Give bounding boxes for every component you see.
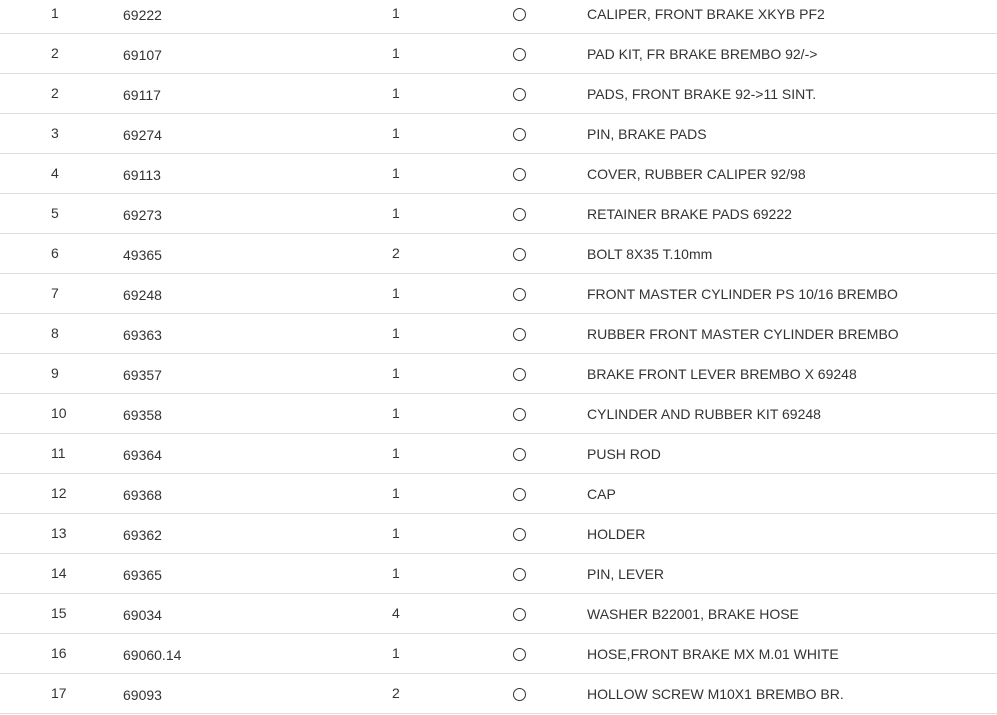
table-row: [0, 354, 997, 394]
table-row: [0, 474, 997, 514]
part-description: PIN, BRAKE PADS: [587, 126, 707, 142]
quantity: 1: [392, 45, 400, 61]
quantity: 1: [392, 445, 400, 461]
reference-number: 14: [51, 565, 67, 581]
reference-number: 17: [51, 685, 67, 701]
table-row: [0, 434, 997, 474]
select-cell[interactable]: [513, 528, 526, 541]
select-cell[interactable]: [513, 688, 526, 701]
select-cell[interactable]: [513, 48, 526, 61]
part-code: 69060.14: [123, 647, 182, 663]
part-code: 69368: [123, 487, 162, 503]
radio-circle-icon[interactable]: [513, 608, 526, 621]
part-description: COVER, RUBBER CALIPER 92/98: [587, 166, 806, 182]
select-cell[interactable]: [513, 208, 526, 221]
radio-circle-icon[interactable]: [513, 568, 526, 581]
table-row: [0, 0, 997, 34]
reference-number: 6: [51, 245, 59, 261]
radio-circle-icon[interactable]: [513, 168, 526, 181]
part-code: 69273: [123, 207, 162, 223]
reference-number: 5: [51, 205, 59, 221]
quantity: 1: [392, 365, 400, 381]
select-cell[interactable]: [513, 608, 526, 621]
part-code: 69365: [123, 567, 162, 583]
part-code: 69248: [123, 287, 162, 303]
part-code: 69222: [123, 7, 162, 23]
part-code: 69034: [123, 607, 162, 623]
reference-number: 15: [51, 605, 67, 621]
radio-circle-icon[interactable]: [513, 248, 526, 261]
select-cell[interactable]: [513, 648, 526, 661]
quantity: 1: [392, 85, 400, 101]
select-cell[interactable]: [513, 328, 526, 341]
table-row: [0, 674, 997, 714]
table-row: [0, 194, 997, 234]
part-description: PADS, FRONT BRAKE 92->11 SINT.: [587, 86, 817, 102]
part-code: 69358: [123, 407, 162, 423]
radio-circle-icon[interactable]: [513, 208, 526, 221]
select-cell[interactable]: [513, 8, 526, 21]
select-cell[interactable]: [513, 128, 526, 141]
select-cell[interactable]: [513, 488, 526, 501]
part-code: 69093: [123, 687, 162, 703]
quantity: 1: [392, 645, 400, 661]
table-row: [0, 74, 997, 114]
table-row: [0, 514, 997, 554]
quantity: 1: [392, 325, 400, 341]
part-description: PUSH ROD: [587, 446, 661, 462]
reference-number: 7: [51, 285, 59, 301]
reference-number: 2: [51, 85, 59, 101]
quantity: 1: [392, 565, 400, 581]
reference-number: 16: [51, 645, 67, 661]
quantity: 2: [392, 685, 400, 701]
part-code: 69117: [123, 87, 161, 103]
quantity: 1: [392, 285, 400, 301]
quantity: 1: [392, 205, 400, 221]
table-row: [0, 594, 997, 634]
radio-circle-icon[interactable]: [513, 408, 526, 421]
quantity: 1: [392, 405, 400, 421]
select-cell[interactable]: [513, 88, 526, 101]
part-code: 69363: [123, 327, 162, 343]
radio-circle-icon[interactable]: [513, 88, 526, 101]
quantity: 4: [392, 605, 400, 621]
select-cell[interactable]: [513, 168, 526, 181]
reference-number: 1: [51, 5, 59, 21]
radio-circle-icon[interactable]: [513, 688, 526, 701]
radio-circle-icon[interactable]: [513, 528, 526, 541]
radio-circle-icon[interactable]: [513, 288, 526, 301]
radio-circle-icon[interactable]: [513, 48, 526, 61]
part-description: PAD KIT, FR BRAKE BREMBO 92/->: [587, 46, 818, 62]
select-cell[interactable]: [513, 448, 526, 461]
select-cell[interactable]: [513, 568, 526, 581]
quantity: 1: [392, 125, 400, 141]
part-description: PIN, LEVER: [587, 566, 665, 582]
radio-circle-icon[interactable]: [513, 328, 526, 341]
select-cell[interactable]: [513, 248, 526, 261]
part-description: CAP: [587, 486, 616, 502]
reference-number: 13: [51, 525, 67, 541]
radio-circle-icon[interactable]: [513, 128, 526, 141]
reference-number: 8: [51, 325, 59, 341]
select-cell[interactable]: [513, 408, 526, 421]
table-row: [0, 314, 997, 354]
reference-number: 9: [51, 365, 59, 381]
table-row: [0, 554, 997, 594]
part-description: FRONT MASTER CYLINDER PS 10/16 BREMBO: [587, 286, 898, 302]
select-cell[interactable]: [513, 368, 526, 381]
radio-circle-icon[interactable]: [513, 8, 526, 21]
table-row: [0, 274, 997, 314]
part-description: BRAKE FRONT LEVER BREMBO X 69248: [587, 366, 857, 382]
reference-number: 3: [51, 125, 59, 141]
part-code: 69364: [123, 447, 162, 463]
table-row: [0, 634, 997, 674]
quantity: 2: [392, 245, 400, 261]
quantity: 1: [392, 485, 400, 501]
part-description: RETAINER BRAKE PADS 69222: [587, 206, 792, 222]
part-description: HOLDER: [587, 526, 646, 542]
part-description: CYLINDER AND RUBBER KIT 69248: [587, 406, 821, 422]
part-description: HOLLOW SCREW M10X1 BREMBO BR.: [587, 686, 844, 702]
quantity: 1: [392, 165, 400, 181]
reference-number: 12: [51, 485, 67, 501]
radio-circle-icon[interactable]: [513, 648, 526, 661]
radio-circle-icon[interactable]: [513, 488, 526, 501]
part-code: 49365: [123, 247, 162, 263]
part-code: 69357: [123, 367, 162, 383]
part-code: 69107: [123, 47, 162, 63]
reference-number: 2: [51, 45, 59, 61]
table-row: [0, 114, 997, 154]
reference-number: 11: [51, 445, 66, 461]
quantity: 1: [392, 525, 400, 541]
table-row: [0, 154, 997, 194]
part-description: CALIPER, FRONT BRAKE XKYB PF2: [587, 6, 825, 22]
reference-number: 10: [51, 405, 67, 421]
select-cell[interactable]: [513, 288, 526, 301]
part-code: 69274: [123, 127, 162, 143]
part-description: BOLT 8X35 T.10mm: [587, 246, 713, 262]
part-code: 69113: [123, 167, 161, 183]
table-row: [0, 234, 997, 274]
table-row: [0, 394, 997, 434]
table-row: [0, 34, 997, 74]
quantity: 1: [392, 5, 400, 21]
part-description: RUBBER FRONT MASTER CYLINDER BREMBO: [587, 326, 899, 342]
reference-number: 4: [51, 165, 59, 181]
radio-circle-icon[interactable]: [513, 368, 526, 381]
radio-circle-icon[interactable]: [513, 448, 526, 461]
part-code: 69362: [123, 527, 162, 543]
part-description: WASHER B22001, BRAKE HOSE: [587, 606, 799, 622]
part-description: HOSE,FRONT BRAKE MX M.01 WHITE: [587, 646, 839, 662]
